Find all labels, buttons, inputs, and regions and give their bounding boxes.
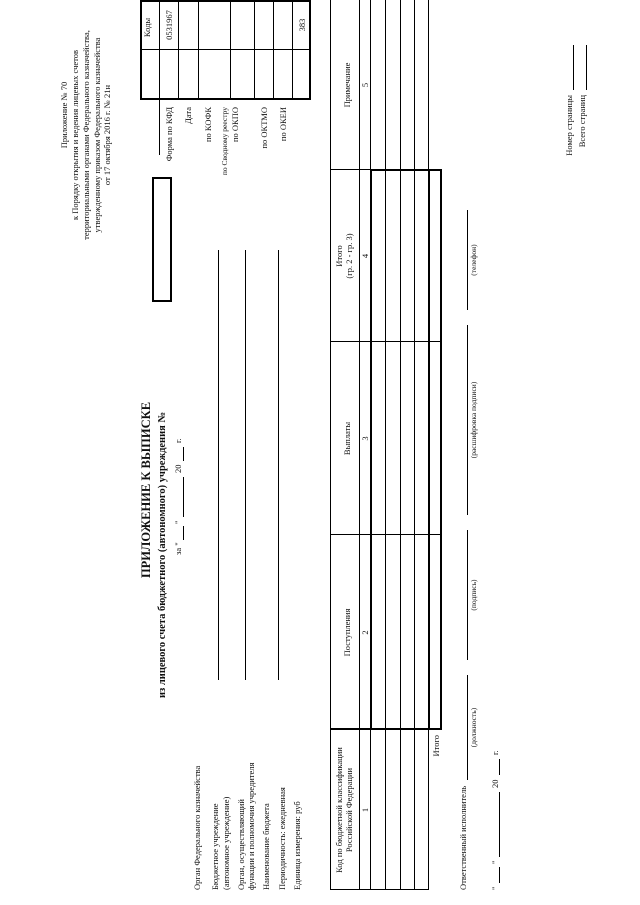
title-date-year-line <box>183 447 184 461</box>
codes-row-line-6 <box>273 0 274 100</box>
col-header-note: Примечание <box>342 62 352 108</box>
field-institution-label-b: (автономное учреждение) <box>221 796 231 890</box>
field-founder-label-b: функции и полномочия учредителя <box>246 762 256 890</box>
sign-date-quote-2: " <box>490 860 500 864</box>
signature-caption: (подпись) <box>469 579 478 611</box>
field-institution-line <box>218 250 219 680</box>
field-periodicity-label: Периодичность: ежедневная <box>277 787 287 890</box>
field-institution-label-a: Бюджетное учреждение <box>210 803 220 890</box>
field-treasury-label: Орган Федерального казначейства <box>192 765 202 890</box>
sign-date-year: 20 <box>490 779 500 788</box>
form-code-value: 0531967 <box>164 10 174 40</box>
table-data-frame <box>370 169 442 730</box>
okpo-code-label: по ОКПО <box>230 107 240 143</box>
codes-row-line-4 <box>230 0 231 100</box>
total-pages-label: Всего страниц <box>577 95 587 148</box>
sign-date-month-line <box>499 792 500 857</box>
sign-date-year-line <box>499 759 500 775</box>
col-number-2: 2 <box>360 630 370 635</box>
executor-signature-line <box>467 530 468 660</box>
col-header-total-a: Итого <box>334 245 344 267</box>
title-date-month-line <box>183 477 184 517</box>
oktmo-code-label: по ОКТМО <box>259 107 269 149</box>
col-header-code-a: Код по бюджетной классификации <box>334 747 344 873</box>
field-founder-line <box>245 250 246 680</box>
position-caption: (должность) <box>469 707 478 748</box>
okei-code-label: по ОКЕИ <box>278 107 288 142</box>
executor-phone-line <box>467 210 468 310</box>
okei-code-value: 383 <box>297 18 307 32</box>
executor-label: Ответственный исполнитель <box>458 785 468 890</box>
decoding-caption: (расшифровка подписи) <box>469 381 478 459</box>
col-header-payments: Выплаты <box>342 421 352 456</box>
table-total-line <box>428 169 430 730</box>
codes-row-line-3 <box>198 0 199 100</box>
sign-date-day-line <box>499 867 500 883</box>
table-top-border <box>330 0 331 890</box>
document-subtitle: из лицевого счета бюджетного (автономного) учреждения № <box>157 412 168 698</box>
col-header-code-b: Российской Федерации <box>344 767 354 853</box>
col-number-1: 1 <box>360 807 370 813</box>
col-number-3: 3 <box>360 436 370 441</box>
col-header-receipts: Поступления <box>342 608 352 657</box>
executor-name-line <box>467 325 468 515</box>
table-header-line <box>359 0 360 890</box>
sign-date-suffix: г. <box>490 750 500 755</box>
codes-row-line-7 <box>292 0 293 100</box>
document-title: ПРИЛОЖЕНИЕ К ВЫПИСКЕ <box>139 401 153 579</box>
registry-code-label: по Сводному реестру <box>220 107 229 176</box>
phone-caption: (телефон) <box>469 244 478 276</box>
page-number-line <box>573 45 574 90</box>
table-total-label: Итого <box>431 735 441 757</box>
appendix-line-2: к Порядку открытия и ведения лицевых счетов <box>70 50 80 221</box>
title-date-day-line <box>183 526 184 540</box>
form-code-label: Форма по КФД <box>164 107 174 162</box>
col-number-4: 4 <box>360 253 370 259</box>
total-pages-line <box>586 45 587 90</box>
appendix-line-1: Приложение № 70 <box>59 81 69 149</box>
executor-position-line <box>467 675 468 780</box>
codes-row-line-1 <box>159 0 160 155</box>
appendix-line-3: территориальными органами Федерального казначейства, <box>81 30 91 240</box>
sign-date-quote-1: " <box>490 886 500 890</box>
title-date-prefix: за " <box>173 542 183 555</box>
field-unit-label: Единица измерения: руб <box>292 801 302 890</box>
date-code-label: Дата <box>183 107 193 124</box>
appendix-line-5: от 17 октября 2016 г. № 21н <box>102 84 112 186</box>
kofk-code-label: по КОФК <box>203 107 213 143</box>
field-budget-line <box>278 250 279 680</box>
codes-row-line-5 <box>254 0 255 100</box>
field-founder-label-a: Орган, осуществляющий <box>236 799 246 890</box>
title-date-year: 20 <box>173 464 183 473</box>
title-date-quote: " <box>173 520 183 524</box>
page-number-label: Номер страницы <box>564 95 574 156</box>
col-number-5: 5 <box>360 82 370 88</box>
codes-row-line-2 <box>178 0 179 100</box>
col-header-total-b: (гр. 2 - гр. 3) <box>344 233 354 279</box>
title-date-suffix: г. <box>173 438 183 443</box>
codes-header: Коды <box>142 17 152 38</box>
appendix-line-4: утвержденному приказом Федерального казначейства <box>92 37 102 233</box>
field-budget-label: Наименование бюджета <box>261 803 271 890</box>
